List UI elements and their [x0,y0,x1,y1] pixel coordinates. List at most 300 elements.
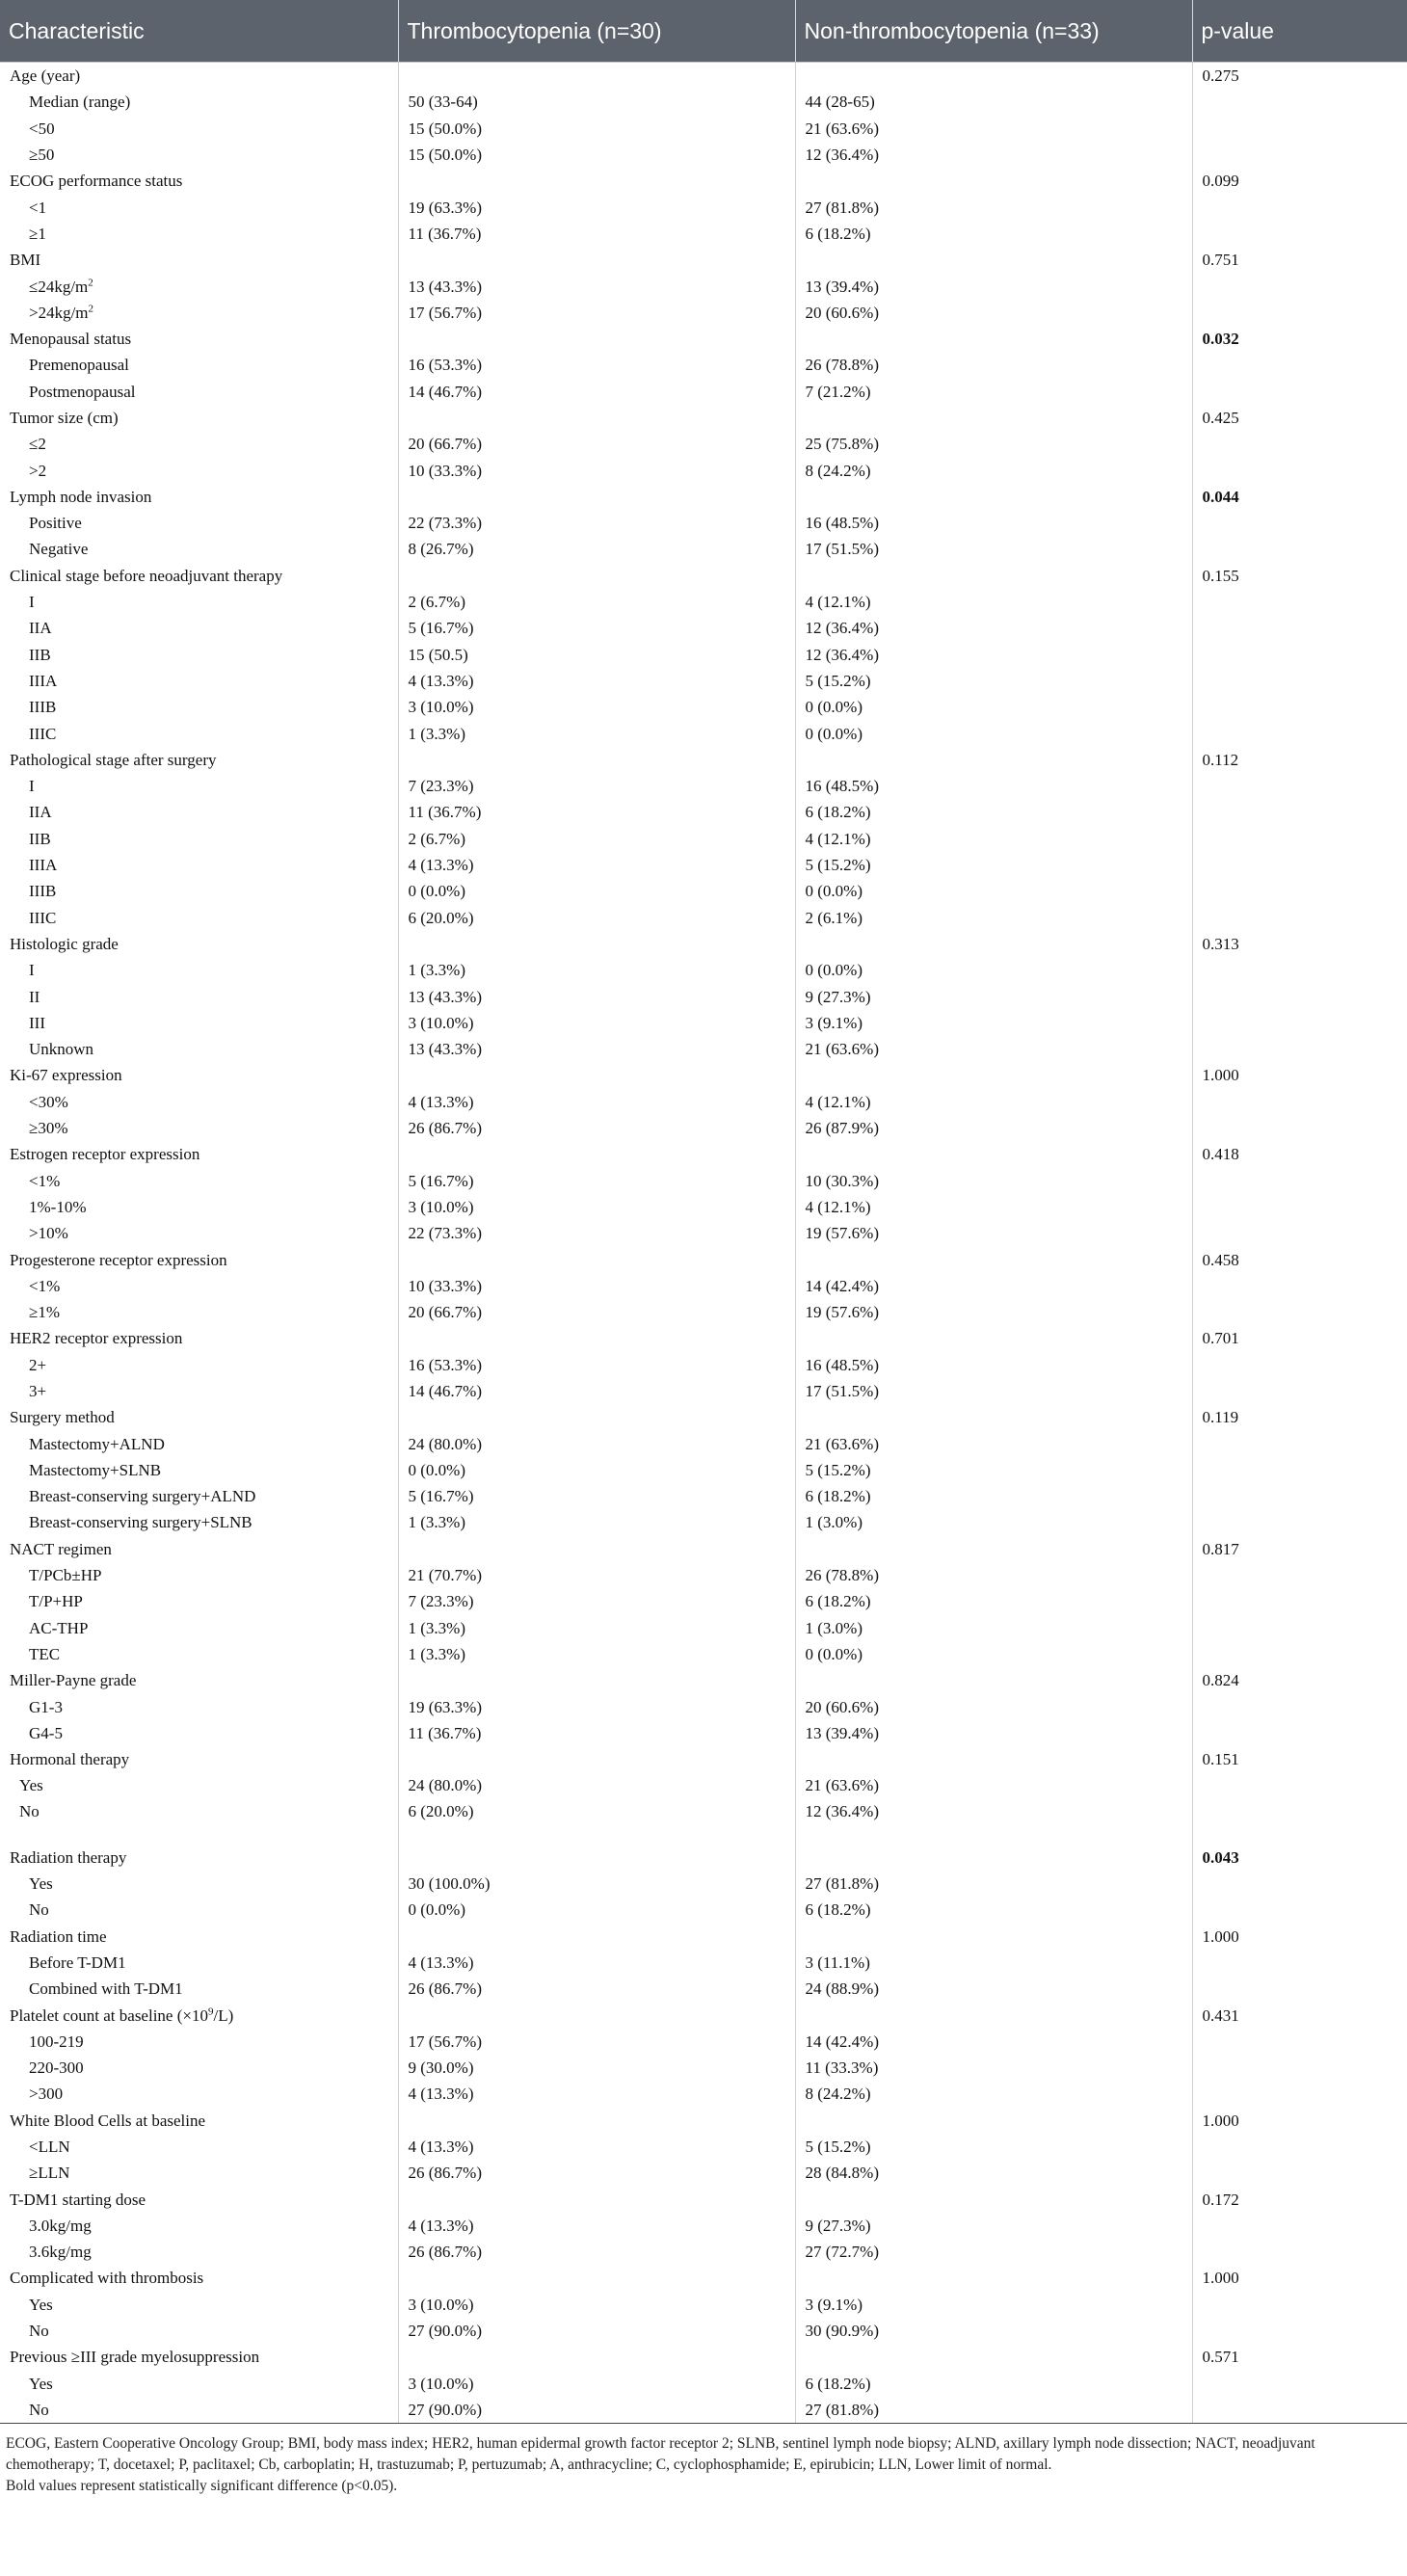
p-value-cell [1192,1483,1407,1509]
characteristic-label: G4-5 [29,1723,63,1742]
non-thrombocytopenia-cell [795,1667,1192,1693]
p-value-cell [1192,1457,1407,1483]
characteristic-cell [0,1720,398,1746]
characteristic-label: NACT regimen [10,1539,112,1558]
p-value-cell [1192,1010,1407,1036]
non-thrombocytopenia-cell: 13 (39.4%) [795,1720,1192,1746]
thrombocytopenia-cell: 16 (53.3%) [398,352,795,378]
table-row [0,1845,1407,1871]
table-row [0,1720,1407,1746]
table-row [0,2213,1407,2239]
characteristic-cell [0,1641,398,1667]
characteristic-cell [0,2081,398,2107]
characteristic-cell [0,1194,398,1220]
characteristic-label: Radiation therapy [10,1847,127,1867]
table-row [0,589,1407,615]
p-value-cell [1192,1352,1407,1378]
non-thrombocytopenia-cell: 5 (15.2%) [795,668,1192,694]
p-value-cell [1192,431,1407,457]
table-row [0,2397,1407,2424]
characteristic-label: Positive [29,514,82,533]
thrombocytopenia-cell: 2 (6.7%) [398,826,795,852]
characteristic-cell [0,1062,398,1088]
characteristic-cell [0,878,398,904]
non-thrombocytopenia-cell [795,563,1192,589]
thrombocytopenia-cell: 5 (16.7%) [398,1483,795,1509]
p-value-cell [1192,1194,1407,1220]
non-thrombocytopenia-cell: 3 (9.1%) [795,2292,1192,2318]
table-row [0,1950,1407,1976]
characteristic-label: Estrogen receptor expression [10,1145,200,1164]
non-thrombocytopenia-cell: 3 (11.1%) [795,1950,1192,1976]
characteristic-cell [0,983,398,1009]
p-value-cell: 0.817 [1202,1539,1239,1558]
p-value-cell [1192,2397,1407,2424]
thrombocytopenia-cell: 11 (36.7%) [398,1720,795,1746]
characteristic-cell [0,668,398,694]
characteristic-label: IIIC [29,908,57,927]
p-value-cell [1192,2318,1407,2344]
characteristic-cell [0,273,398,299]
table-row [0,1273,1407,1299]
thrombocytopenia-cell: 7 (23.3%) [398,1588,795,1614]
p-value-cell [1192,1089,1407,1115]
thrombocytopenia-cell: 30 (100.0%) [398,1871,795,1897]
label-suffix: /L) [213,2005,234,2025]
characteristic-label: Lymph node invasion [10,487,152,506]
thrombocytopenia-cell: 24 (80.0%) [398,1772,795,1798]
characteristic-label: 3.6kg/mg [29,2243,92,2262]
non-thrombocytopenia-cell: 4 (12.1%) [795,1089,1192,1115]
characteristic-label: ECOG performance status [10,172,183,191]
p-value-cell [1192,1897,1407,1923]
characteristic-cell [0,747,398,773]
non-thrombocytopenia-cell: 4 (12.1%) [795,589,1192,615]
characteristic-cell [0,563,398,589]
thrombocytopenia-cell: 13 (43.3%) [398,273,795,299]
thrombocytopenia-cell: 2 (6.7%) [398,589,795,615]
header-p-value: p-value [1192,0,1407,63]
characteristic-cell [0,1036,398,1062]
non-thrombocytopenia-cell [795,1923,1192,1949]
non-thrombocytopenia-cell: 27 (81.8%) [795,1871,1192,1897]
p-value-cell: 0.313 [1202,934,1239,953]
non-thrombocytopenia-cell [795,931,1192,957]
characteristic-cell [0,1404,398,1430]
characteristic-cell [0,1950,398,1976]
p-value-cell [1192,1976,1407,2002]
header-characteristic: Characteristic [0,0,398,63]
table-header-row [0,0,1407,63]
non-thrombocytopenia-cell: 21 (63.6%) [795,116,1192,142]
non-thrombocytopenia-cell: 6 (18.2%) [795,1897,1192,1923]
characteristic-cell [0,2160,398,2186]
characteristic-cell [0,1799,398,1845]
superscript: 2 [88,303,94,315]
thrombocytopenia-cell: 15 (50.0%) [398,142,795,168]
characteristic-cell [0,1325,398,1351]
non-thrombocytopenia-cell: 11 (33.3%) [795,2055,1192,2081]
characteristic-cell [0,221,398,247]
non-thrombocytopenia-cell [795,1845,1192,1871]
table-row [0,405,1407,431]
non-thrombocytopenia-cell: 26 (87.9%) [795,1115,1192,1141]
characteristic-label: <LLN [29,2138,70,2156]
characteristic-cell [0,1588,398,1614]
p-value-cell [1192,720,1407,746]
characteristic-cell [0,1667,398,1693]
p-value-cell [1192,1299,1407,1325]
characteristic-label: Clinical stage before neoadjuvant therapy [10,566,283,585]
p-value-cell [1192,352,1407,378]
table-row [0,931,1407,957]
characteristic-cell [0,300,398,326]
thrombocytopenia-cell [398,326,795,352]
characteristic-label: TEC [29,1644,61,1663]
thrombocytopenia-cell [398,2265,795,2291]
thrombocytopenia-cell: 0 (0.0%) [398,1897,795,1923]
thrombocytopenia-cell [398,168,795,194]
thrombocytopenia-cell: 1 (3.3%) [398,720,795,746]
characteristic-cell [0,2186,398,2212]
characteristic-cell [0,1746,398,1772]
characteristic-label: Breast-conserving surgery+ALND [29,1487,256,1506]
p-value-cell [1192,116,1407,142]
non-thrombocytopenia-cell [795,1325,1192,1351]
non-thrombocytopenia-cell: 30 (90.9%) [795,2318,1192,2344]
characteristic-cell [0,1378,398,1404]
characteristic-label: IIA [29,619,52,638]
non-thrombocytopenia-cell: 9 (27.3%) [795,2213,1192,2239]
characteristic-cell [0,2292,398,2318]
p-value-cell [1192,983,1407,1009]
p-value-cell [1192,510,1407,536]
non-thrombocytopenia-cell: 8 (24.2%) [795,2081,1192,2107]
thrombocytopenia-cell: 3 (10.0%) [398,1010,795,1036]
thrombocytopenia-cell: 22 (73.3%) [398,510,795,536]
non-thrombocytopenia-cell: 6 (18.2%) [795,799,1192,825]
non-thrombocytopenia-cell: 10 (30.3%) [795,1167,1192,1193]
superscript: 2 [88,276,93,288]
characteristic-label: White Blood Cells at baseline [10,2111,206,2130]
characteristic-label: Previous ≥III grade myelosuppression [10,2348,260,2367]
characteristic-cell [0,773,398,799]
thrombocytopenia-cell: 1 (3.3%) [398,957,795,983]
thrombocytopenia-cell: 17 (56.7%) [398,300,795,326]
characteristic-cell [0,2213,398,2239]
characteristic-cell [0,2239,398,2265]
non-thrombocytopenia-cell: 19 (57.6%) [795,1299,1192,1325]
characteristic-cell [0,957,398,983]
thrombocytopenia-cell [398,1141,795,1167]
p-value-cell [1192,2239,1407,2265]
characteristic-label: Hormonal therapy [10,1750,130,1769]
non-thrombocytopenia-cell: 14 (42.4%) [795,2029,1192,2055]
p-value-cell [1192,773,1407,799]
thrombocytopenia-cell: 26 (86.7%) [398,1115,795,1141]
characteristic-cell [0,799,398,825]
thrombocytopenia-cell: 3 (10.0%) [398,694,795,720]
thrombocytopenia-cell [398,1845,795,1871]
table-row [0,1588,1407,1614]
table-row [0,905,1407,931]
characteristic-label: II [29,987,40,1006]
thrombocytopenia-cell: 27 (90.0%) [398,2397,795,2424]
characteristic-label: 3.0kg/mg [29,2216,92,2235]
characteristic-label: IIB [29,829,51,848]
p-value-cell [1192,1693,1407,1719]
table-row [0,510,1407,536]
thrombocytopenia-cell: 4 (13.3%) [398,2213,795,2239]
non-thrombocytopenia-cell: 0 (0.0%) [795,957,1192,983]
characteristic-cell [0,1615,398,1641]
characteristic-cell [0,905,398,931]
non-thrombocytopenia-cell [795,2002,1192,2028]
characteristic-cell [0,352,398,378]
table-row [0,2055,1407,2081]
p-value-cell: 0.701 [1202,1329,1239,1348]
characteristic-label: ≥1 [29,224,46,243]
characteristic-label: Yes [29,1874,53,1894]
non-thrombocytopenia-cell: 0 (0.0%) [795,878,1192,904]
table-row [0,2292,1407,2318]
thrombocytopenia-cell: 15 (50.0%) [398,116,795,142]
characteristic-cell [0,1115,398,1141]
characteristic-label: IIIB [29,698,57,717]
thrombocytopenia-cell: 3 (10.0%) [398,2292,795,2318]
non-thrombocytopenia-cell: 4 (12.1%) [795,1194,1192,1220]
thrombocytopenia-cell [398,2186,795,2212]
thrombocytopenia-cell: 27 (90.0%) [398,2318,795,2344]
characteristic-cell [0,1246,398,1272]
characteristic-cell [0,379,398,405]
table-row [0,1089,1407,1115]
characteristic-cell [0,826,398,852]
thrombocytopenia-cell: 4 (13.3%) [398,668,795,694]
non-thrombocytopenia-cell: 12 (36.4%) [795,615,1192,641]
characteristic-cell [0,1562,398,1588]
p-value-cell [1192,2134,1407,2160]
non-thrombocytopenia-cell: 0 (0.0%) [795,1641,1192,1667]
characteristic-label: HER2 receptor expression [10,1329,183,1348]
thrombocytopenia-cell [398,2108,795,2134]
p-value-cell: 0.425 [1202,409,1239,427]
table-row [0,1536,1407,1562]
table-row [0,273,1407,299]
p-value-cell: 0.043 [1202,1847,1239,1867]
thrombocytopenia-cell [398,1062,795,1088]
thrombocytopenia-cell: 19 (63.3%) [398,1693,795,1719]
non-thrombocytopenia-cell [795,484,1192,510]
characteristic-label: No [29,2322,49,2341]
table-row [0,1746,1407,1772]
characteristic-label: Complicated with thrombosis [10,2269,204,2288]
characteristic-cell [0,2108,398,2134]
table-row [0,1299,1407,1325]
thrombocytopenia-cell: 22 (73.3%) [398,1220,795,1246]
characteristic-label: <1% [29,1276,61,1295]
non-thrombocytopenia-cell: 24 (88.9%) [795,1976,1192,2002]
table-row [0,2108,1407,2134]
table-row [0,536,1407,562]
p-value-cell [1192,1562,1407,1588]
characteristic-label: Radiation time [10,1926,107,1946]
table-row [0,379,1407,405]
table-row [0,1457,1407,1483]
characteristic-label: 100-219 [29,2032,84,2051]
thrombocytopenia-cell: 8 (26.7%) [398,536,795,562]
p-value-cell [1192,1378,1407,1404]
thrombocytopenia-cell: 4 (13.3%) [398,2081,795,2107]
p-value-cell: 0.119 [1202,1408,1239,1427]
characteristic-cell [0,2055,398,2081]
p-value-cell: 0.099 [1202,172,1239,191]
characteristic-label: <50 [29,119,55,138]
thrombocytopenia-cell: 4 (13.3%) [398,852,795,878]
p-value-cell [1192,1220,1407,1246]
table-row [0,194,1407,220]
thrombocytopenia-cell [398,1923,795,1949]
table-row [0,431,1407,457]
non-thrombocytopenia-cell: 6 (18.2%) [795,2371,1192,2397]
non-thrombocytopenia-cell: 13 (39.4%) [795,273,1192,299]
characteristic-cell [0,694,398,720]
p-value-cell [1192,799,1407,825]
table-row [0,247,1407,273]
characteristic-cell [0,1871,398,1897]
characteristic-label: Before T-DM1 [29,1952,126,1972]
table-row [0,1115,1407,1141]
p-value-cell [1192,2160,1407,2186]
thrombocytopenia-cell [398,405,795,431]
characteristic-label: 3+ [29,1381,47,1400]
p-value-cell [1192,273,1407,299]
table-row [0,720,1407,746]
non-thrombocytopenia-cell [795,2344,1192,2370]
thrombocytopenia-cell: 26 (86.7%) [398,1976,795,2002]
characteristic-cell [0,2344,398,2370]
non-thrombocytopenia-cell: 16 (48.5%) [795,510,1192,536]
table-body [0,63,1407,2424]
non-thrombocytopenia-cell: 9 (27.3%) [795,983,1192,1009]
table-row [0,1976,1407,2002]
table-row [0,1799,1407,1845]
characteristic-label: I [29,777,35,796]
p-value-cell [1192,1799,1407,1845]
thrombocytopenia-cell: 50 (33-64) [398,89,795,115]
non-thrombocytopenia-cell [795,168,1192,194]
thrombocytopenia-cell: 11 (36.7%) [398,799,795,825]
non-thrombocytopenia-cell: 8 (24.2%) [795,457,1192,483]
p-value-cell: 1.000 [1202,2111,1239,2130]
thrombocytopenia-cell [398,1325,795,1351]
thrombocytopenia-cell: 10 (33.3%) [398,457,795,483]
p-value-cell: 0.751 [1202,251,1239,270]
thrombocytopenia-cell: 20 (66.7%) [398,1299,795,1325]
p-value-cell [1192,694,1407,720]
characteristic-cell [0,510,398,536]
table-row [0,799,1407,825]
characteristic-label: Age (year) [10,66,81,86]
characteristic-cell [0,852,398,878]
table-row [0,1483,1407,1509]
non-thrombocytopenia-cell [795,1404,1192,1430]
characteristic-cell [0,431,398,457]
characteristic-cell [0,1457,398,1483]
table-row [0,1615,1407,1641]
thrombocytopenia-cell: 7 (23.3%) [398,773,795,799]
p-value-cell [1192,1588,1407,1614]
thrombocytopenia-cell: 13 (43.3%) [398,1036,795,1062]
characteristic-cell [0,2397,398,2424]
non-thrombocytopenia-cell: 21 (63.6%) [795,1430,1192,1456]
characteristic-cell [0,194,398,220]
non-thrombocytopenia-cell: 5 (15.2%) [795,2134,1192,2160]
characteristic-cell [0,1089,398,1115]
p-value-cell: 0.112 [1202,750,1239,769]
table-row [0,2186,1407,2212]
characteristic-label: ≥1% [29,1303,60,1322]
characteristic-label: No [29,2400,49,2419]
table-row [0,1772,1407,1798]
p-value-cell [1192,668,1407,694]
table-row [0,2318,1407,2344]
table-row [0,826,1407,852]
p-value-cell: 0.571 [1202,2348,1239,2367]
characteristic-cell [0,405,398,431]
characteristic-cell [0,1693,398,1719]
table-row [0,852,1407,878]
table-row [0,1036,1407,1062]
non-thrombocytopenia-cell: 0 (0.0%) [795,694,1192,720]
p-value-cell: 0.155 [1202,566,1239,585]
characteristic-cell [0,1483,398,1509]
p-value-cell: 1.000 [1202,1926,1239,1946]
characteristic-cell [0,2265,398,2291]
characteristic-label: Menopausal status [10,330,132,349]
p-value-cell [1192,589,1407,615]
non-thrombocytopenia-cell: 26 (78.8%) [795,1562,1192,1588]
thrombocytopenia-cell: 15 (50.5) [398,642,795,668]
thrombocytopenia-cell: 24 (80.0%) [398,1430,795,1456]
characteristic-label: ≥LLN [29,2164,70,2183]
thrombocytopenia-cell: 11 (36.7%) [398,221,795,247]
characteristic-cell [0,326,398,352]
characteristic-label: Unknown [29,1040,94,1059]
characteristic-cell [0,642,398,668]
characteristic-label: Surgery method [10,1408,115,1427]
table-row [0,615,1407,641]
non-thrombocytopenia-cell: 2 (6.1%) [795,905,1192,931]
non-thrombocytopenia-cell: 5 (15.2%) [795,1457,1192,1483]
non-thrombocytopenia-cell: 27 (81.8%) [795,2397,1192,2424]
characteristic-label: I [29,593,35,612]
table-row [0,2160,1407,2186]
p-value-cell: 0.151 [1202,1750,1239,1769]
table-row [0,1325,1407,1351]
non-thrombocytopenia-cell: 25 (75.8%) [795,431,1192,457]
characteristic-cell [0,1923,398,1949]
thrombocytopenia-cell [398,1404,795,1430]
table-row [0,484,1407,510]
characteristic-label: Postmenopausal [29,382,136,401]
p-value-cell: 0.458 [1202,1250,1239,1269]
thrombocytopenia-cell: 4 (13.3%) [398,1950,795,1976]
table-row [0,2029,1407,2055]
p-value-cell [1192,2213,1407,2239]
thrombocytopenia-cell: 5 (16.7%) [398,1167,795,1193]
table-row [0,1194,1407,1220]
